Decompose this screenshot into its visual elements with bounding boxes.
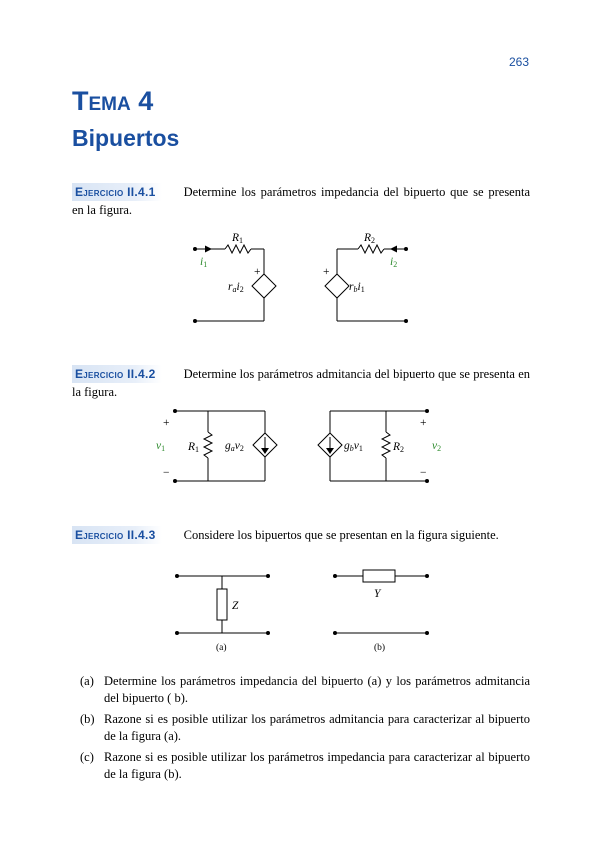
figure-2-circuit	[150, 403, 450, 493]
exercise-1-text: Determine los parámetros impedancia del bipuerto que se presenta en la figura.	[72, 185, 530, 217]
exercise-1-label: Ejercicio II.4.1	[72, 183, 162, 201]
exercise-1	[72, 183, 530, 219]
terminal-node	[266, 574, 270, 578]
question-marker: (a)	[80, 674, 94, 688]
question-item	[80, 673, 530, 707]
label-ra-i2: rai2	[228, 281, 244, 294]
question-text: Determine los parámetros impedancia del bipuerto (a) y los parámetros admitancia del bipuerto ( b).	[104, 674, 530, 705]
exercise-2	[72, 365, 530, 401]
terminal-node	[425, 574, 429, 578]
label-r2: R2	[393, 441, 405, 454]
terminal-node	[333, 631, 337, 635]
question-marker: (c)	[80, 750, 94, 764]
exercise-2-text: Determine los parámetros admitancia del bipuerto que se presenta en la figura.	[72, 367, 530, 399]
terminal-node	[173, 409, 177, 413]
terminal-node	[193, 319, 197, 323]
caption-a: (a)	[216, 643, 227, 653]
questions-list	[80, 673, 530, 787]
terminal-node	[193, 247, 197, 251]
label-z: Z	[232, 600, 239, 612]
label-gb-v1: gbv1	[344, 440, 363, 453]
terminal-node	[266, 631, 270, 635]
figure-1-circuit	[180, 228, 420, 328]
label-v1: v1	[156, 440, 166, 453]
chapter-title-text: Tema 4	[72, 86, 154, 116]
current-arrow-icon	[205, 246, 212, 253]
label-minus-right: −	[420, 467, 427, 479]
chapter-subtitle: Bipuertos	[72, 125, 180, 151]
page-number: 263	[508, 55, 529, 69]
terminal-node	[333, 574, 337, 578]
question-text: Razone si es posible utilizar los parámetros impedancia para caracterizar al bipuerto de la figura (b).	[104, 750, 530, 781]
label-v2: v2	[432, 440, 442, 453]
terminal-node	[404, 319, 408, 323]
label-r1: R1	[188, 441, 200, 454]
label-ga-v2: gav2	[225, 440, 244, 453]
label-plus-right: +	[323, 266, 330, 278]
label-plus-left: +	[163, 417, 170, 429]
label-r2: R2	[364, 232, 376, 245]
exercise-3-text: Considere los bipuertos que se presentan en la figura siguiente.	[183, 528, 499, 542]
label-i1: i1	[200, 256, 208, 269]
terminal-node	[425, 479, 429, 483]
question-marker: (b)	[80, 712, 95, 726]
question-text: Razone si es posible utilizar los parámetros admitancia para caracterizar al bipuerto de la figura (a).	[104, 712, 530, 743]
exercise-3-label: Ejercicio II.4.3	[72, 526, 162, 544]
figure-3-circuit	[165, 568, 445, 658]
label-rb-i1: rbi1	[349, 281, 365, 294]
label-plus-right: +	[420, 417, 427, 429]
label-plus-left: +	[254, 266, 261, 278]
terminal-node	[425, 409, 429, 413]
caption-b: (b)	[374, 643, 386, 653]
question-item	[80, 711, 530, 745]
label-r1: R1	[232, 232, 244, 245]
terminal-node	[404, 247, 408, 251]
terminal-node	[175, 631, 179, 635]
label-minus-left: −	[163, 467, 170, 479]
label-i2: i2	[390, 256, 398, 269]
terminal-node	[175, 574, 179, 578]
terminal-node	[425, 631, 429, 635]
current-arrow-icon	[390, 246, 397, 253]
chapter-title	[72, 86, 153, 117]
question-item	[80, 749, 530, 783]
label-y: Y	[374, 588, 381, 600]
terminal-node	[173, 479, 177, 483]
exercise-2-label: Ejercicio II.4.2	[72, 365, 162, 383]
arrow-down-icon	[261, 448, 269, 454]
exercise-3	[72, 526, 530, 544]
arrow-down-icon	[326, 448, 334, 454]
